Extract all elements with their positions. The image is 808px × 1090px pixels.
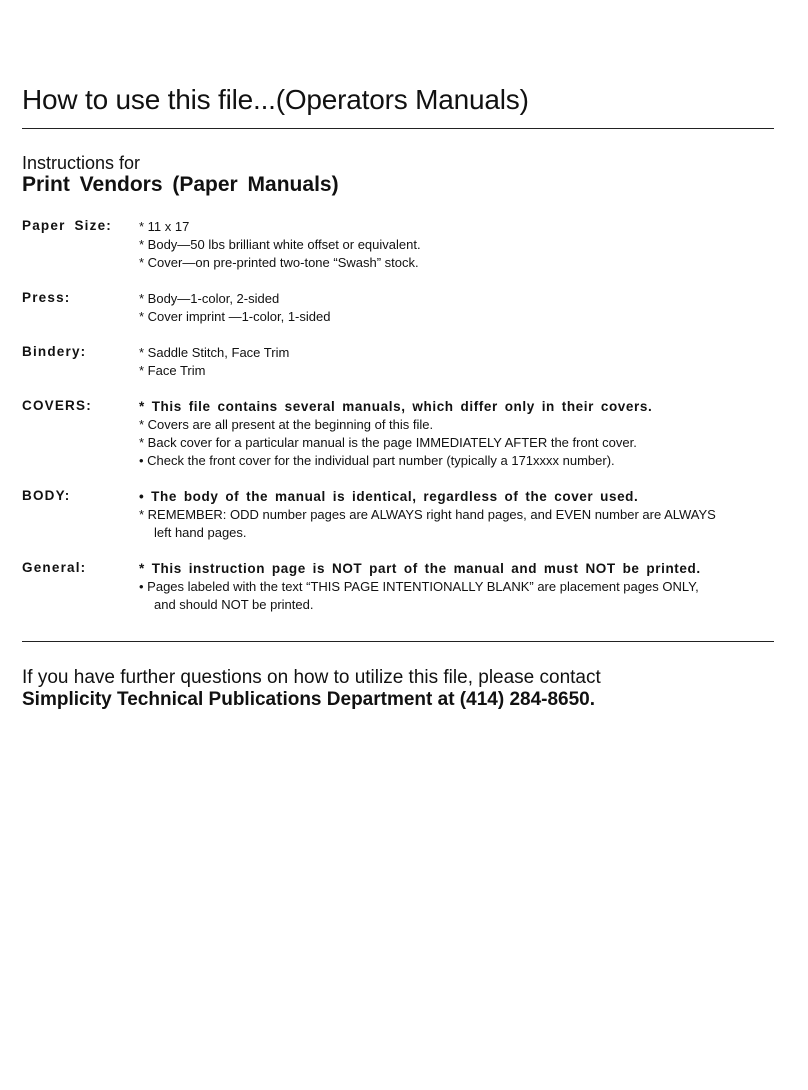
section-label-covers: COVERS:	[22, 398, 92, 413]
body-line: * REMEMBER: ODD number pages are ALWAYS right hand pages, and EVEN number are ALWAYS	[139, 507, 716, 522]
top-divider	[22, 128, 774, 129]
section-lines-paper-size	[139, 218, 799, 272]
press-line: * Body—1-color, 2-sided	[139, 291, 280, 306]
section-lines-body	[139, 488, 799, 542]
contact-department: Simplicity Technical Publications Department at (414) 284-8650.	[22, 689, 596, 710]
section-label-press: Press:	[22, 290, 71, 305]
covers-line: * Back cover for a particular manual is the page IMMEDIATELY AFTER the front cover.	[139, 435, 637, 450]
bindery-line: * Face Trim	[139, 363, 206, 378]
covers-line: • Check the front cover for the individual part number (typically a 171xxxx number).	[139, 453, 615, 468]
press-line: * Cover imprint —1-color, 1-sided	[139, 309, 331, 324]
body-line-emphasis: • The body of the manual is identical, regardless of the cover used.	[139, 489, 639, 504]
section-label-bindery: Bindery:	[22, 344, 87, 359]
section-lines-covers	[139, 398, 799, 470]
section-lines-bindery	[139, 344, 799, 380]
intro-label: Instructions for	[22, 153, 141, 173]
covers-line: * Covers are all present at the beginning of this file.	[139, 417, 434, 432]
section-label-paper-size: Paper Size:	[22, 218, 112, 233]
section-lines-press	[139, 290, 799, 326]
section-lines-general	[139, 560, 799, 614]
contact-text: If you have further questions on how to utilize this file, please contact	[22, 667, 601, 688]
general-line-continuation: and should NOT be printed.	[154, 597, 314, 612]
paper-size-line: * Body—50 lbs brilliant white offset or equivalent.	[139, 237, 421, 252]
section-label-body: BODY:	[22, 488, 71, 503]
paper-size-line: * Cover—on pre-printed two-tone “Swash” stock.	[139, 255, 419, 270]
page-title: How to use this file...(Operators Manuals)	[22, 84, 529, 115]
general-line-emphasis: * This instruction page is NOT part of the manual and must NOT be printed.	[139, 561, 701, 576]
section-label-general: General:	[22, 560, 87, 575]
bindery-line: * Saddle Stitch, Face Trim	[139, 345, 290, 360]
intro-heading: Print Vendors (Paper Manuals)	[22, 173, 339, 196]
paper-size-line: * 11 x 17	[139, 219, 190, 234]
general-line: • Pages labeled with the text “THIS PAGE INTENTIONALLY BLANK” are placement pages ONLY,	[139, 579, 699, 594]
body-line-continuation: left hand pages.	[154, 525, 247, 540]
covers-line-emphasis: * This file contains several manuals, which differ only in their covers.	[139, 399, 653, 414]
bottom-divider	[22, 641, 774, 642]
